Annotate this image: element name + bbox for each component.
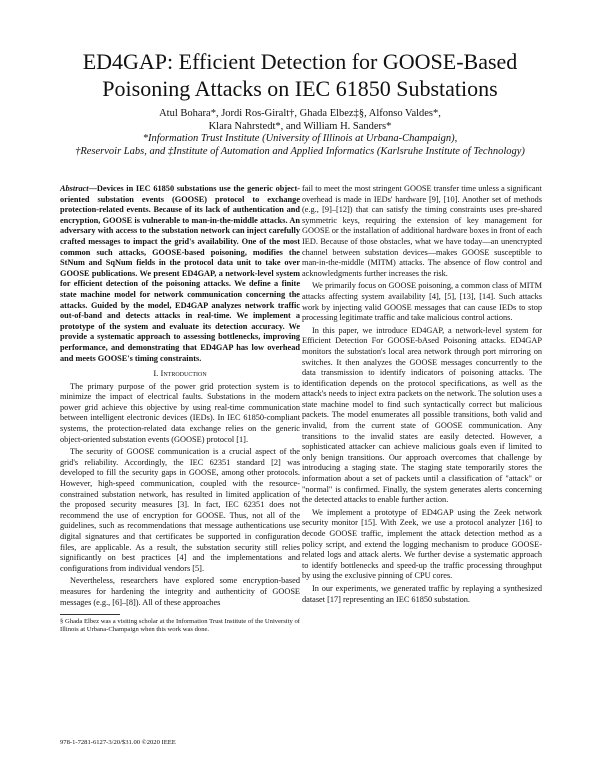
abstract-label: Abstract xyxy=(60,184,89,193)
intro-paragraph-3: Nevertheless, researchers have explored some encryption-based measures for hardening the integrity and authenticity of GOOSE messages (e.g., [6]–[8]). All of these approaches xyxy=(60,576,300,607)
affiliation-line-2: †Reservoir Labs, and ‡Institute of Automation and Applied Informatics (Karlsruhe Institute of Technology) xyxy=(75,145,525,157)
section-heading-introduction: I. Introduction xyxy=(153,368,207,379)
title-line-2: Poisoning Attacks on IEC 61850 Substations xyxy=(102,76,498,101)
title-line-1: ED4GAP: Efficient Detection for GOOSE-Based xyxy=(82,49,518,74)
intro-paragraph-2: The security of GOOSE communication is a crucial aspect of the grid's reliability. Accordingly, the IEC 62351 standard [2] was developed to fill the security gaps in GOOSE, among other protocols. However, high-speed communication, coupled with the resource-constrained substation network, has resulted in limited application of the proposed security measures [3]. In fact, IEC 62351 does not recommend the use of encryption for GOOSE. Thus, not all of the guidelines, such as recommendations that message authentications use digital signatures and that certificates be supported in configuration files, are applicable. As a result, the substation security still relies significantly on best practices [4] and the implementations and configurations from individual vendors [5]. xyxy=(60,447,300,573)
author-block xyxy=(40,108,560,158)
right-paragraph-2: We primarily focus on GOOSE poisoning, a common class of MITM attacks affecting system availability [4], [5], [13], [14]. Such attacks work by injecting valid GOOSE messages that can cause IEDs to stop processing legitimate traffic and take malicious control actions. xyxy=(302,281,542,323)
copyright-notice: 978-1-7281-6127-3/20/$31.00 ©2020 IEEE xyxy=(60,739,176,746)
footnote-rule xyxy=(60,614,120,615)
paper-title xyxy=(40,48,560,102)
intro-paragraph-1: The primary purpose of the power grid protection system is to minimize the impact of electrical faults. Substations in the modern power grid achieve this objective by using real-time communication between intelligent electronic devices (IEDs). In IEC 61850-compliant systems, the protection-related data exchange relies on the generic object-oriented substation events (GOOSE) protocol [1]. xyxy=(60,381,300,444)
right-column xyxy=(302,184,542,607)
affiliation-line-1: *Information Trust Institute (University of Illinois at Urbana-Champaign), xyxy=(142,133,458,144)
right-paragraph-4: We implement a prototype of ED4GAP using the Zeek network security monitor [15]. With Zeek, we use a protocol analyzer [16] to decode GOOSE traffic, implement the attack detection method as a policy script, and extend the logging mechanism to produce GOOSE-related logs and attack alerts. We further devise a systematic approach to identify bottlenecks and speed-up the traffic processing throughput by using the exclusive pinning of CPU cores. xyxy=(302,507,542,581)
author-line-1: Atul Bohara*, Jordi Ros-Giralt†, Ghada Elbez‡§, Alfonso Valdes*, xyxy=(159,108,441,119)
abstract-text: —Devices in IEC 61850 substations use the generic object-oriented substation events (GOOSE) protocol to exchange protection-related events. Because of its lack of authentication and encryption, GOOSE is vulnerable to man-in-the-middle attacks. An adversary with access to the substation network can inject carefully crafted messages to impact the grid's availability. One of the most common such attacks, GOOSE-based poisoning, modifies the StNum and SqNum fields in the protocol data unit to take over GOOSE publications. We present ED4GAP, a network-level system for efficient detection of the poisoning attacks. We define a finite state machine model for network communication concerning the attacks. Guided by the model, ED4GAP analyzes network traffic out-of-band and detects attacks in real-time. We implement a prototype of the system and evaluate its detection accuracy. We provide a systematic approach to assessing bottlenecks, improving performance, and demonstrating that ED4GAP has low overhead and meets GOOSE's timing constraints. xyxy=(60,184,300,363)
abstract xyxy=(60,184,300,364)
right-paragraph-1: fail to meet the most stringent GOOSE transfer time unless a significant overhead is made in IEDs' hardware [9], [10]. Another set of methods (e.g., [9]–[12]) that can satisfy the timing constraints uses pre-shared symmetric keys, requiring the extension of key management for GOOSE or the installation of additional hardware boxes in front of each IED. Because of those obstacles, what we have today—an unencrypted channel between substation devices—makes GOOSE susceptible to man-in-the-middle (MITM) attacks. The absence of flow control and acknowledgments further increases the risk. xyxy=(302,184,542,278)
author-line-2: Klara Nahrstedt*, and William H. Sanders* xyxy=(208,120,392,132)
right-paragraph-5: In our experiments, we generated traffic by replaying a synthesized dataset [17] representing an IEC 61850 substation. xyxy=(302,583,542,604)
footnote: § Ghada Elbez was a visiting scholar at the Information Trust Institute of the University of Illinois at Urbana-Champaign when this work was done. xyxy=(60,618,300,634)
right-paragraph-3: In this paper, we introduce ED4GAP, a network-level system for Efficient Detection For GOOSE-bAsed Poisoning attacks. ED4GAP monitors the substation's local area network through port mirroring on switches. It then analyzes the GOOSE messages concurrently to the data transmission to identify indicators of poisoning attacks. The identification depends on the protocol specifications, as well as the attack's needs to inject extra packets on the network. The solution uses a state machine model to find such syntactically correct but malicious packets. The model enumerates all possible transitions, both valid and invalid, from the current state of GOOSE communication. Any transitions to the invalid states are easily detected. However, a sophisticated attacker can achieve malicious goals even if limited to only benign transitions. Our approach overcomes that challenge by introducing a staging state. The staging state temporarily stores the information about a set of packets until a classification of "attack" or "normal" is confirmed. Finally, the system generates alerts concerning the detected attacks to enable further action. xyxy=(302,325,542,505)
left-column xyxy=(60,184,300,634)
